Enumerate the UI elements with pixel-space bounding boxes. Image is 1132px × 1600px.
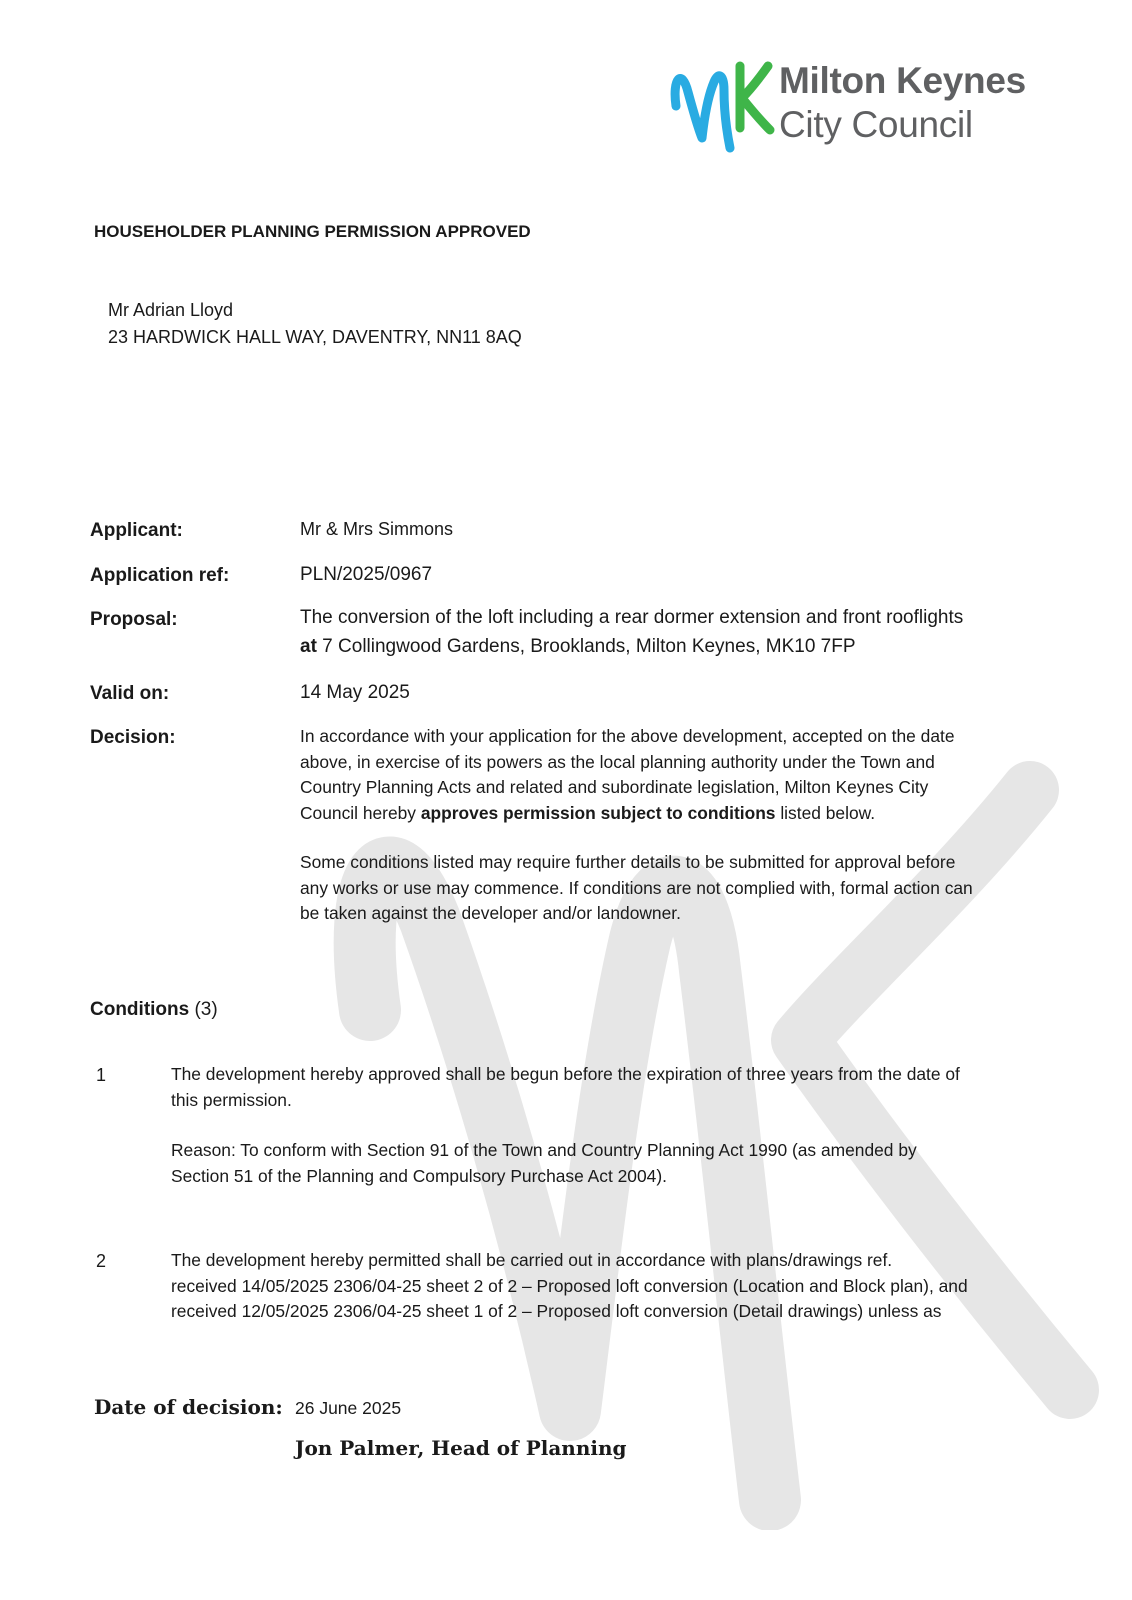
conditions-heading	[90, 999, 218, 1021]
condition-line: Section 51 of the Planning and Compulsory Purchase Act 2004).	[171, 1165, 667, 1186]
conditions-heading-label: Conditions	[90, 999, 190, 1020]
signatory: Jon Palmer, Head of Planning	[295, 1436, 627, 1460]
proposal-line1: The conversion of the loft including a rear dormer extension and front rooflights	[300, 607, 964, 628]
condition-line: received 14/05/2025 2306/04-25 sheet 2 of 2 – Proposed loft conversion (Location and Block plan), and	[171, 1275, 968, 1296]
council-name-line2: City Council	[779, 104, 973, 145]
decision-line: Country Planning Acts and related and subordinate legislation, Milton Keynes City	[300, 777, 929, 797]
condition-line: The development hereby approved shall be begun before the expiration of three years from the date of	[171, 1064, 960, 1084]
applicant-label: Applicant:	[90, 520, 183, 541]
proposal-line2	[300, 636, 856, 658]
condition-number: 1	[96, 1065, 107, 1085]
decision-text: listed below.	[775, 802, 876, 823]
condition-line: received 12/05/2025 2306/04-25 sheet 1 of 2 – Proposed loft conversion (Detail drawings) unless as	[171, 1301, 942, 1321]
decision-line	[300, 801, 955, 827]
council-name-line1: Milton Keynes	[779, 60, 1026, 101]
proposal-address: 7 Collingwood Gardens, Brooklands, Milton Keynes, MK10 7FP	[316, 636, 856, 657]
applicant-value: Mr & Mrs Simmons	[300, 519, 453, 539]
decision-line: above, in exercise of its powers as the local planning authority under the Town and	[300, 751, 935, 772]
decision-line: any works or use may commence. If conditions are not complied with, formal action can	[300, 877, 973, 898]
ref-value: PLN/2025/0967	[300, 564, 433, 585]
condition-line: The development hereby permitted shall be carried out in accordance with plans/drawings ref.	[171, 1250, 893, 1270]
condition-line: Reason: To conform with Section 91 of the Town and Country Planning Act 1990 (as amended by	[171, 1140, 917, 1160]
date-of-decision-label: Date of decision:	[94, 1395, 283, 1419]
condition-number: 2	[96, 1251, 107, 1271]
proposal-label: Proposal:	[90, 609, 178, 630]
recipient-address: 23 HARDWICK HALL WAY, DAVENTRY, NN11 8AQ	[108, 327, 522, 347]
proposal-at: at	[300, 636, 317, 657]
recipient-name: Mr Adrian Lloyd	[108, 300, 234, 320]
decision-line: In accordance with your application for the above development, accepted on the date	[300, 726, 955, 746]
decision-outcome: approves permission subject to conditions	[420, 802, 776, 823]
condition-2-text	[171, 1248, 968, 1325]
valid-value: 14 May 2025	[300, 682, 410, 703]
ref-label: Application ref:	[90, 565, 230, 586]
mk-watermark	[330, 710, 1120, 1530]
decision-label: Decision:	[90, 727, 176, 748]
decision-paragraph-2	[300, 850, 973, 927]
valid-label: Valid on:	[90, 683, 170, 704]
condition-1-text	[171, 1062, 960, 1113]
condition-1-reason	[171, 1138, 917, 1189]
condition-line: this permission.	[171, 1089, 292, 1110]
conditions-count: (3)	[189, 999, 218, 1020]
decision-text: Council hereby	[300, 802, 421, 823]
document-title: HOUSEHOLDER PLANNING PERMISSION APPROVED	[94, 222, 531, 241]
date-of-decision-value: 26 June 2025	[295, 1398, 402, 1418]
decision-paragraph-1	[300, 724, 955, 826]
decision-line: be taken against the developer and/or landowner.	[300, 903, 681, 923]
decision-line: Some conditions listed may require further details to be submitted for approval before	[300, 852, 956, 872]
